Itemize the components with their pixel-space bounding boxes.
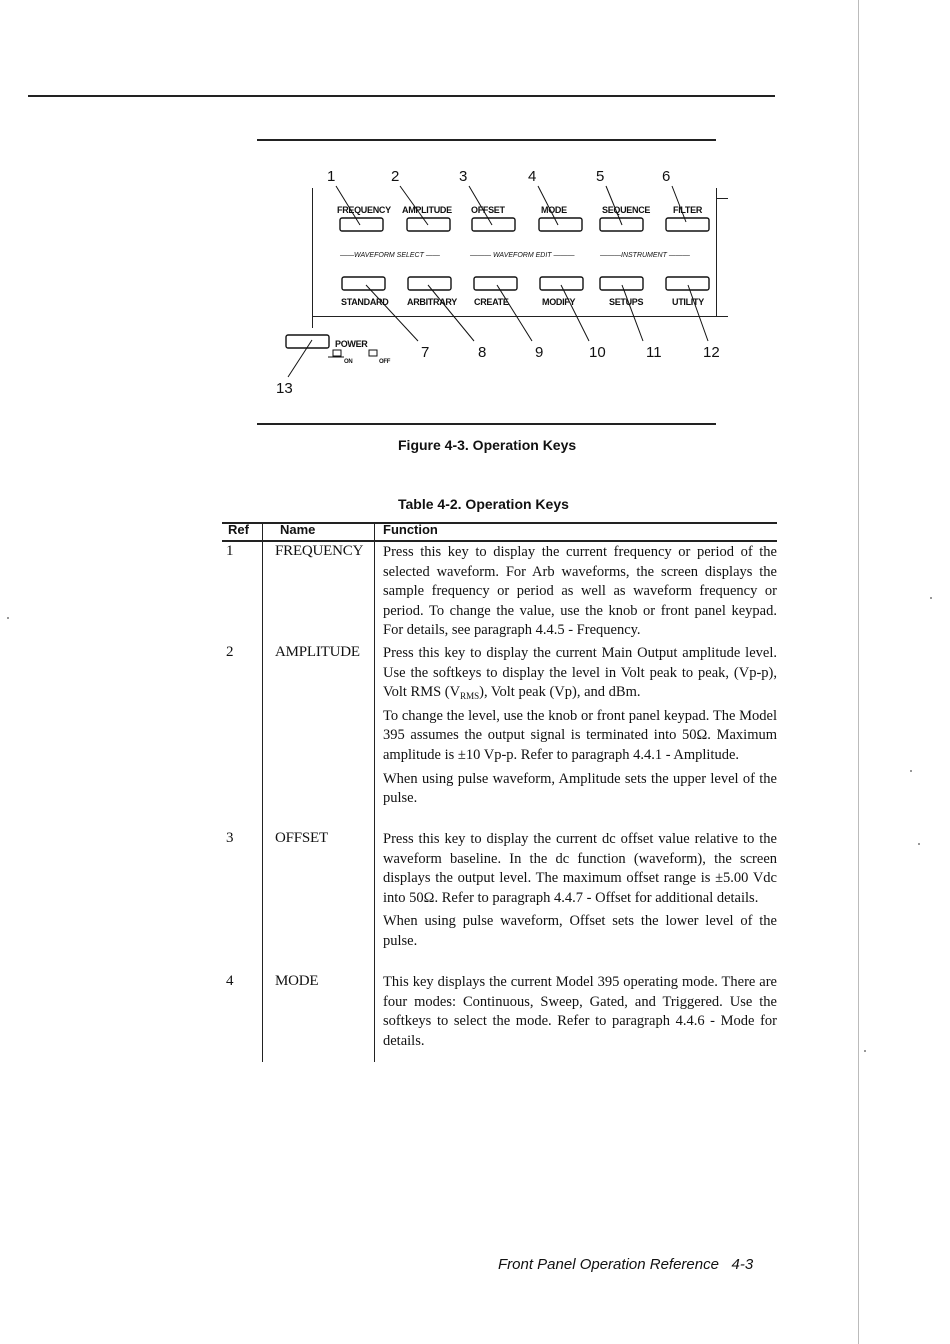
ref-number-7: 7 xyxy=(421,344,430,361)
key-label-standard: STANDARD xyxy=(341,297,389,307)
key-label-utility: UTILITY xyxy=(672,297,704,307)
group-label-instrument: ———INSTRUMENT ——— xyxy=(600,252,690,259)
power-on-label: ON xyxy=(344,359,353,365)
key-label-frequency: FREQUENCY xyxy=(337,205,391,215)
key-create xyxy=(474,277,517,290)
row-2-name: AMPLITUDE xyxy=(275,644,360,660)
key-modify xyxy=(540,277,583,290)
key-label-create: CREATE xyxy=(474,297,509,307)
ref-number-6: 6 xyxy=(662,168,671,185)
scan-speck xyxy=(864,1050,866,1052)
leader-6 xyxy=(672,186,686,222)
leader-8 xyxy=(428,285,474,341)
key-label-amplitude: AMPLITUDE xyxy=(402,205,452,215)
leader-9 xyxy=(497,285,532,341)
row-2-function: Press this key to display the current Main Output amplitude level. Use the softkeys to display the level in Volt peak to peak, (Vp-p), Volt RMS $(V_{RMS})$, Volt peak (Vp), and dBm. To change the level, use the knob or front panel keypad. The Model 395 assumes the output signal is terminated into 50Ω. Maximum amplitude is ±10 Vp-p. Refer to paragraph 4.4.1 - Amplitude. When using pulse waveform, Amplitude sets the upper level of the pulse. xyxy=(383,645,777,807)
key-label-modify: MODIFY xyxy=(542,297,576,307)
row-4-function: This key displays the current Model 395 operating mode. There are four modes: Continuous, Sweep, Gated, and Triggered. Use the softkeys to select the mode. Refer to paragraph 4.4.6 - Mode for details. xyxy=(383,974,777,1049)
table-col-divider-1 xyxy=(262,522,263,1062)
panel-bottom-edge xyxy=(312,316,728,317)
footer-page-number: 4-3 xyxy=(731,1256,754,1273)
row-1-function: Press this key to display the current frequency or period of the selected waveform. For Arb waveforms, the screen displays the sample frequency or period as well as waveform frequency or period. To change the value, use the knob or front panel keypad. For details, see paragraph 4.4.5 - Frequency. xyxy=(383,544,777,639)
row-4-name: MODE xyxy=(275,973,319,989)
row-1-ref: 1 xyxy=(226,543,234,559)
leader-11 xyxy=(622,285,643,341)
key-sequence xyxy=(600,218,643,231)
row-3-function: Press this key to display the current dc offset value relative to the waveform baseline. In the dc function (waveform), the screen displays the output level. The maximum offset range is ±5.00 Vdc into 50Ω. Refer to paragraph 4.4.7 - Offset for additional details. When using pulse waveform, Offset sets the lower level of the pulse. xyxy=(383,831,777,949)
row-3-ref: 3 xyxy=(226,830,234,846)
power-label: POWER xyxy=(335,339,368,349)
key-shapes-svg xyxy=(0,0,950,430)
key-label-filter: FILTER xyxy=(673,205,703,215)
table-header-underline xyxy=(222,540,777,542)
leader-12 xyxy=(688,285,708,341)
key-label-arbitrary: ARBITRARY xyxy=(407,297,457,307)
key-offset xyxy=(472,218,515,231)
row-2-ref: 2 xyxy=(226,644,234,660)
ref-number-11: 11 xyxy=(646,344,662,361)
key-standard xyxy=(342,277,385,290)
key-filter xyxy=(666,218,709,231)
table-header-ref: Ref xyxy=(228,522,249,537)
figure-bottom-rule xyxy=(257,423,716,425)
group-label-waveform-edit: ——— WAVEFORM EDIT ——— xyxy=(470,252,575,259)
scan-speck xyxy=(918,843,920,845)
page-footer xyxy=(498,1256,753,1273)
table-header-function: Function xyxy=(383,522,438,537)
table-col-divider-2 xyxy=(374,522,375,1062)
ref-number-9: 9 xyxy=(535,344,544,361)
power-off-glyph xyxy=(369,350,377,356)
power-off-label: OFF xyxy=(379,359,391,365)
leader-13 xyxy=(288,340,312,377)
power-on-glyph xyxy=(333,350,341,356)
scan-speck xyxy=(7,617,9,619)
key-label-offset: OFFSET xyxy=(471,205,505,215)
key-label-setups: SETUPS xyxy=(609,297,644,307)
group-label-waveform-select: ——WAVEFORM SELECT —— xyxy=(340,252,440,259)
table-header-name: Name xyxy=(280,522,316,537)
row-4-ref: 4 xyxy=(226,973,234,989)
ref-number-4: 4 xyxy=(528,168,537,185)
footer-section-title: Front Panel Operation Reference xyxy=(498,1256,719,1273)
key-power xyxy=(286,335,329,348)
key-label-mode: MODE xyxy=(541,205,567,215)
key-label-sequence: SEQUENCE xyxy=(602,205,651,215)
ref-number-8: 8 xyxy=(478,344,487,361)
scan-speck xyxy=(930,597,932,599)
figure-caption: Figure 4-3. Operation Keys xyxy=(398,437,577,453)
key-frequency xyxy=(340,218,383,231)
ref-number-5: 5 xyxy=(596,168,605,185)
panel-right-edge xyxy=(716,188,717,316)
ref-number-3: 3 xyxy=(459,168,468,185)
key-amplitude xyxy=(407,218,450,231)
operation-keys-figure xyxy=(0,0,950,430)
key-arbitrary xyxy=(408,277,451,290)
table-title: Table 4-2. Operation Keys xyxy=(398,496,569,512)
ref-number-10: 10 xyxy=(589,344,606,361)
panel-left-edge xyxy=(312,188,313,328)
ref-number-12: 12 xyxy=(703,344,720,361)
key-setups xyxy=(600,277,643,290)
row-3-name: OFFSET xyxy=(275,830,328,846)
panel-top-tick xyxy=(716,198,728,199)
leader-7 xyxy=(366,285,418,341)
ref-number-1: 1 xyxy=(327,168,336,185)
ref-number-2: 2 xyxy=(391,168,400,185)
scan-speck xyxy=(910,770,912,772)
figure-top-rule xyxy=(257,139,716,141)
key-utility xyxy=(666,277,709,290)
leader-10 xyxy=(561,285,589,341)
key-mode xyxy=(539,218,582,231)
row-1-name: FREQUENCY xyxy=(275,543,364,559)
ref-number-13: 13 xyxy=(276,380,293,397)
